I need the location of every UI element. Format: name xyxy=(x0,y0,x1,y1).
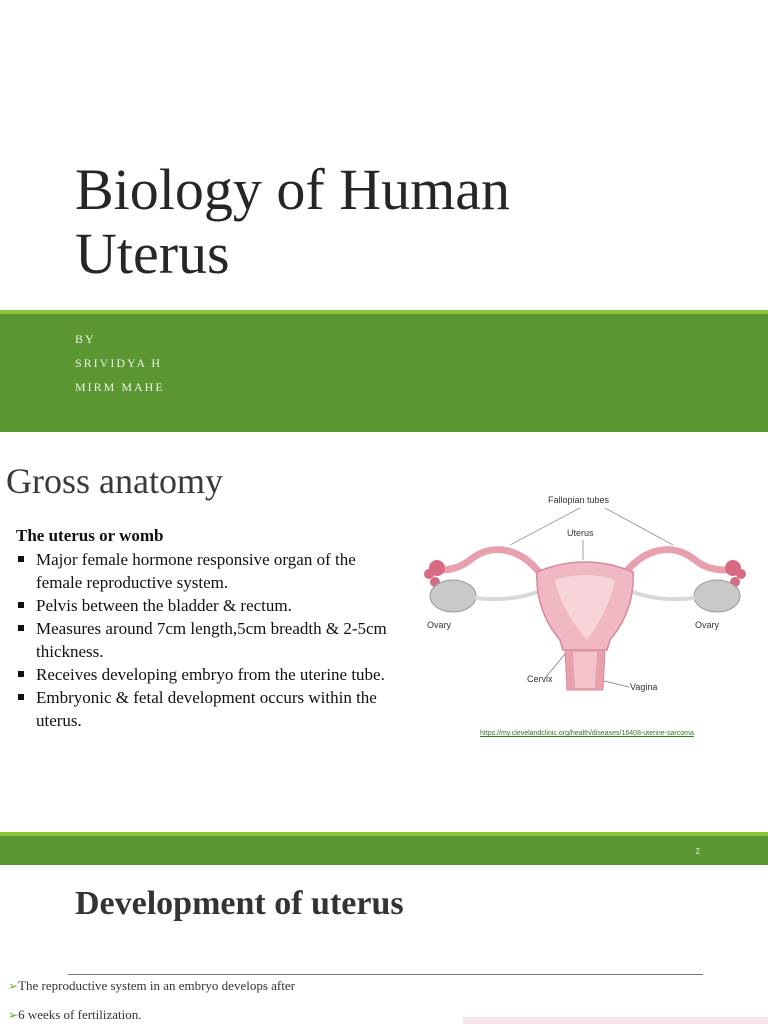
title-slide xyxy=(0,0,768,432)
image-placeholder xyxy=(463,1017,768,1024)
list-item-text: The reproductive system in an embryo develops after xyxy=(18,978,295,993)
bullet-square-icon xyxy=(18,602,24,608)
bullet-text: Receives developing embryo from the uterine tube. xyxy=(36,665,385,684)
diagram-label-uterus: Uterus xyxy=(567,528,594,538)
section-subtitle: The uterus or womb xyxy=(16,526,164,545)
author-line-affiliation: MIRM MAHE xyxy=(75,380,165,394)
diagram-label-cervix: Cervix xyxy=(527,674,553,684)
bullet-square-icon xyxy=(18,556,24,562)
bullet-text: Embryonic & fetal development occurs within the uterus. xyxy=(36,688,377,730)
author-line-name: SRIVIDYA H xyxy=(75,356,163,370)
list-item xyxy=(16,594,406,617)
arrow-bullet-icon: ➢ xyxy=(8,979,19,993)
bullet-text: Major female hormone responsive organ of the female reproductive system. xyxy=(36,550,356,592)
uterus-diagram xyxy=(415,490,755,730)
author-line-by: BY xyxy=(75,332,96,346)
bullet-square-icon xyxy=(18,625,24,631)
list-item xyxy=(8,978,295,994)
list-item xyxy=(8,1007,142,1023)
list-item xyxy=(16,686,406,732)
bullet-text: Measures around 7cm length,5cm breadth & 2-5cm thickness. xyxy=(36,619,387,661)
gross-anatomy-slide xyxy=(0,432,768,832)
slide-title xyxy=(75,158,510,286)
list-item-text: 6 weeks of fertilization. xyxy=(18,1007,142,1022)
development-slide xyxy=(0,865,768,1024)
diagram-label-ovary-left: Ovary xyxy=(427,620,452,630)
list-item xyxy=(16,617,406,663)
bullet-square-icon xyxy=(18,671,24,677)
bullet-list xyxy=(16,548,406,732)
page-number: 2 xyxy=(695,847,700,856)
slide-title-line-2: Uterus xyxy=(75,221,230,286)
list-item xyxy=(16,663,406,686)
footer-band xyxy=(0,832,768,865)
arrow-bullet-icon: ➢ xyxy=(8,1008,19,1022)
author-band xyxy=(0,310,768,432)
source-link[interactable]: https://my.clevelandclinic.org/health/diseases/16408-uterine-sarcoma xyxy=(480,730,694,737)
diagram-label-fallopian: Fallopian tubes xyxy=(548,495,610,505)
list-item xyxy=(16,548,406,594)
slide-title-line-1: Biology of Human xyxy=(75,157,510,222)
diagram-label-vagina: Vagina xyxy=(630,682,658,692)
bullet-square-icon xyxy=(18,694,24,700)
divider xyxy=(68,974,703,975)
bullet-text: Pelvis between the bladder & rectum. xyxy=(36,596,292,615)
section-title: Development of uterus xyxy=(75,885,404,922)
section-title: Gross anatomy xyxy=(6,461,223,501)
diagram-label-ovary-right: Ovary xyxy=(695,620,720,630)
